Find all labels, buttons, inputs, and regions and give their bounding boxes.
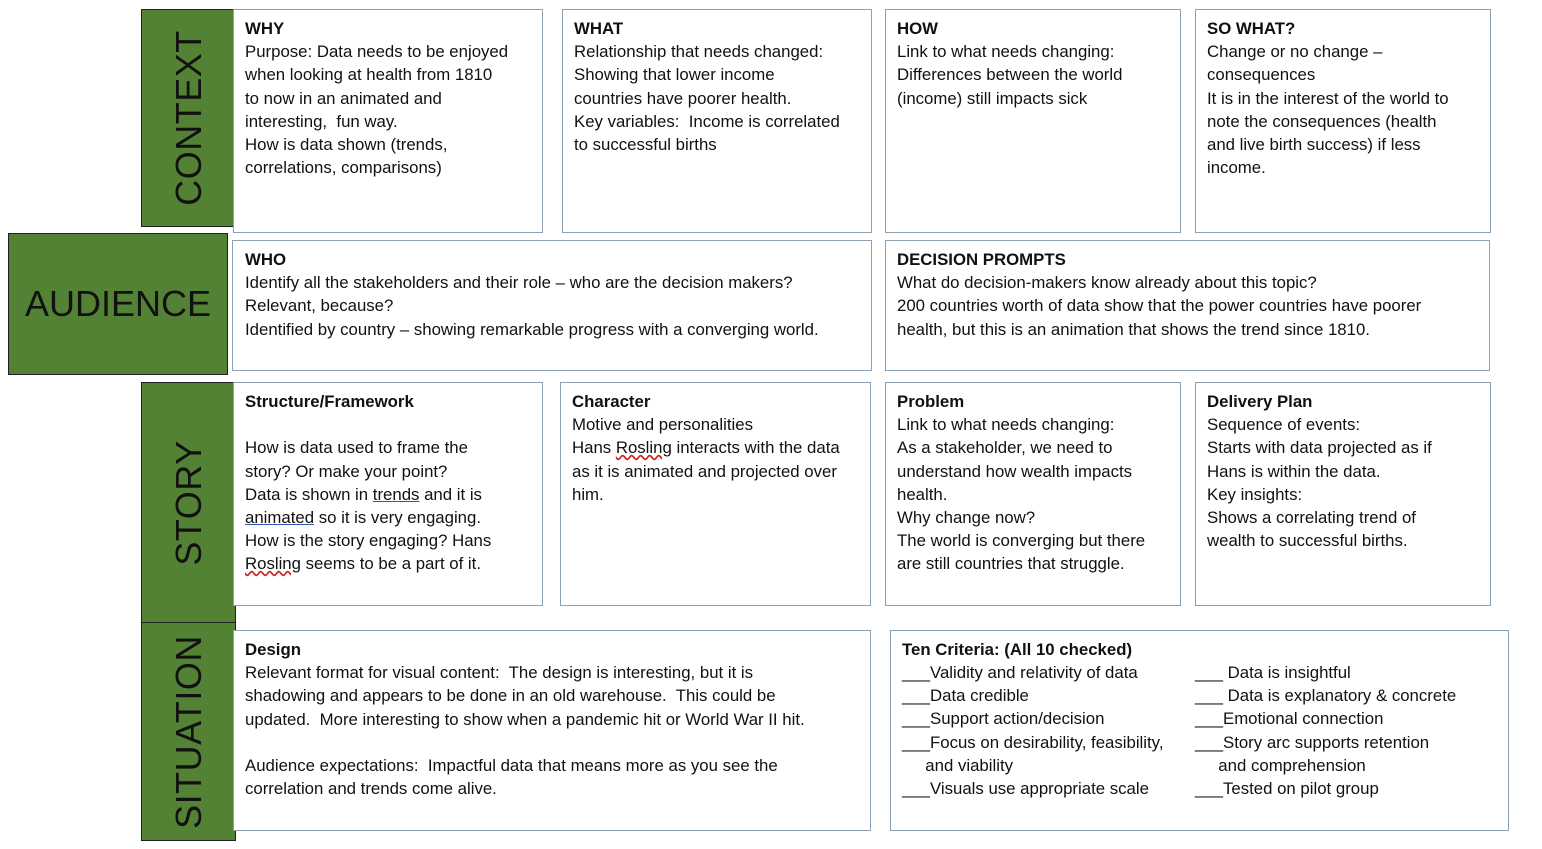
criteria-item: ___Data credible [902,686,1029,706]
so-what-line: income. [1207,158,1266,178]
criteria-item: ___Validity and relativity of data [902,663,1138,682]
decision-prompts-line: health, but this is an animation that shows the trend since 1810. [897,319,1370,339]
decision-prompts-box [885,240,1490,371]
problem-line: are still countries that struggle. [897,554,1125,574]
who-line: Identified by country – showing remarkable progress with a converging world. [245,319,819,339]
problem-title: Problem [897,392,965,411]
criteria-right-column [1195,661,1456,800]
delivery-plan-line: Shows a correlating trend of [1207,508,1416,528]
decision-prompts-title: DECISION PROMPTS [897,250,1066,269]
context-label [141,9,236,227]
problem-box [885,382,1181,606]
why-line: when looking at health from 1810 [245,65,493,85]
problem-line: understand how wealth impacts [897,461,1133,481]
trends-word: trends [372,484,420,504]
delivery-plan-line: Hans is within the data. [1207,461,1381,481]
why-line: interesting, fun way. [245,111,398,131]
story-label [141,382,236,623]
audience-label-text: AUDIENCE [24,283,212,324]
rosling-word: Rosling [245,554,301,574]
criteria-item: and comprehension [1195,755,1366,775]
so-what-line: It is in the interest of the world to [1207,88,1449,108]
why-line: to now in an animated and [245,88,442,108]
why-line: Purpose: Data needs to be enjoyed [245,42,509,62]
problem-line: health. [897,484,948,504]
who-title: WHO [245,250,287,269]
decision-prompts-line: What do decision-makers know already about this topic? [897,273,1317,293]
delivery-plan-title: Delivery Plan [1207,392,1313,411]
story-label-text: STORY [167,439,209,566]
design-line: Audience expectations: Impactful data that means more as you see the [245,756,778,775]
criteria-item: ___Tested on pilot group [1195,779,1379,799]
delivery-plan-box [1195,382,1491,606]
structure-line: How is data used to frame the [245,438,468,458]
structure-line: Rosling seems to be a part of it. [245,554,481,574]
why-box [233,9,543,233]
so-what-title: SO WHAT? [1207,19,1296,38]
criteria-item: ___Support action/decision [902,709,1105,729]
character-title: Character [572,392,651,411]
so-what-line: and live birth success) if less [1207,135,1421,155]
ten-criteria-box [890,630,1509,831]
what-line: countries have poorer health. [574,88,792,108]
what-line: to successful births [574,135,717,155]
design-box [233,630,871,831]
criteria-item: ___Story arc supports retention [1195,732,1430,752]
structure-line: story? Or make your point? [245,461,448,481]
so-what-line: Change or no change – [1207,42,1383,62]
why-line: correlations, comparisons) [245,158,442,178]
structure-line: How is the story engaging? Hans [245,531,492,551]
why-line: How is data shown (trends, [245,135,448,155]
decision-prompts-line: 200 countries worth of data show that the power countries have poorer [897,296,1422,316]
how-line: Differences between the world [897,65,1123,85]
who-line: Relevant, because? [245,296,394,316]
design-line: shadowing and appears to be done in an old warehouse. This could be [245,686,776,706]
criteria-item: ___ Data is explanatory & concrete [1195,686,1457,706]
animated-word: animated [245,508,315,527]
structure-line: Data is shown in trends and it is [245,484,482,504]
ten-criteria-title: Ten Criteria: (All 10 checked) [902,640,1133,659]
design-line: correlation and trends come alive. [245,779,497,799]
what-line: Showing that lower income [574,65,775,85]
character-line: as it is animated and projected over [572,461,837,481]
what-box [562,9,872,233]
how-line: (income) still impacts sick [897,88,1088,108]
criteria-item: ___Focus on desirability, feasibility, [902,732,1164,752]
character-box [560,382,871,606]
delivery-plan-line: Starts with data projected as if [1207,438,1432,458]
criteria-left-column [902,661,1163,800]
criteria-item: ___ Data is insightful [1195,663,1351,682]
so-what-line: consequences [1207,65,1316,85]
situation-label [141,622,236,841]
how-box [885,9,1181,233]
rosling-word: Rosling [615,438,672,458]
delivery-plan-line: Sequence of events: [1207,415,1361,435]
character-line: him. [572,484,604,504]
design-line: Relevant format for visual content: The design is interesting, but it is [245,663,754,683]
audience-label [8,233,228,375]
so-what-box [1195,9,1491,233]
who-box [232,240,872,371]
problem-line: Link to what needs changing: [897,415,1115,435]
design-title: Design [245,640,301,659]
problem-line: Why change now? [897,508,1036,528]
criteria-item: ___Emotional connection [1195,709,1384,729]
what-line: Relationship that needs changed: [574,42,824,62]
delivery-plan-line: wealth to successful births. [1207,531,1408,551]
structure-line: animated so it is very engaging. [245,508,482,527]
so-what-line: note the consequences (health [1207,111,1437,131]
criteria-item: ___Visuals use appropriate scale [902,779,1149,799]
situation-label-text: SITUATION [167,634,209,829]
how-line: Link to what needs changing: [897,42,1115,62]
criteria-item: and viability [902,755,1013,775]
structure-box [233,382,543,606]
what-line: Key variables: Income is correlated [574,111,840,131]
structure-title: Structure/Framework [245,392,414,411]
why-title: WHY [245,19,285,38]
delivery-plan-line: Key insights: [1207,484,1303,504]
character-line: Motive and personalities [572,415,753,435]
problem-line: The world is converging but there [897,531,1146,551]
what-title: WHAT [574,19,624,38]
context-label-text: CONTEXT [167,30,209,206]
character-line: Hans Rosling interacts with the data [572,438,840,458]
who-line: Identify all the stakeholders and their role – who are the decision makers? [245,273,793,293]
problem-line: As a stakeholder, we need to [897,438,1113,458]
how-title: HOW [897,19,939,38]
design-line: updated. More interesting to show when a pandemic hit or World War II hit. [245,709,805,729]
